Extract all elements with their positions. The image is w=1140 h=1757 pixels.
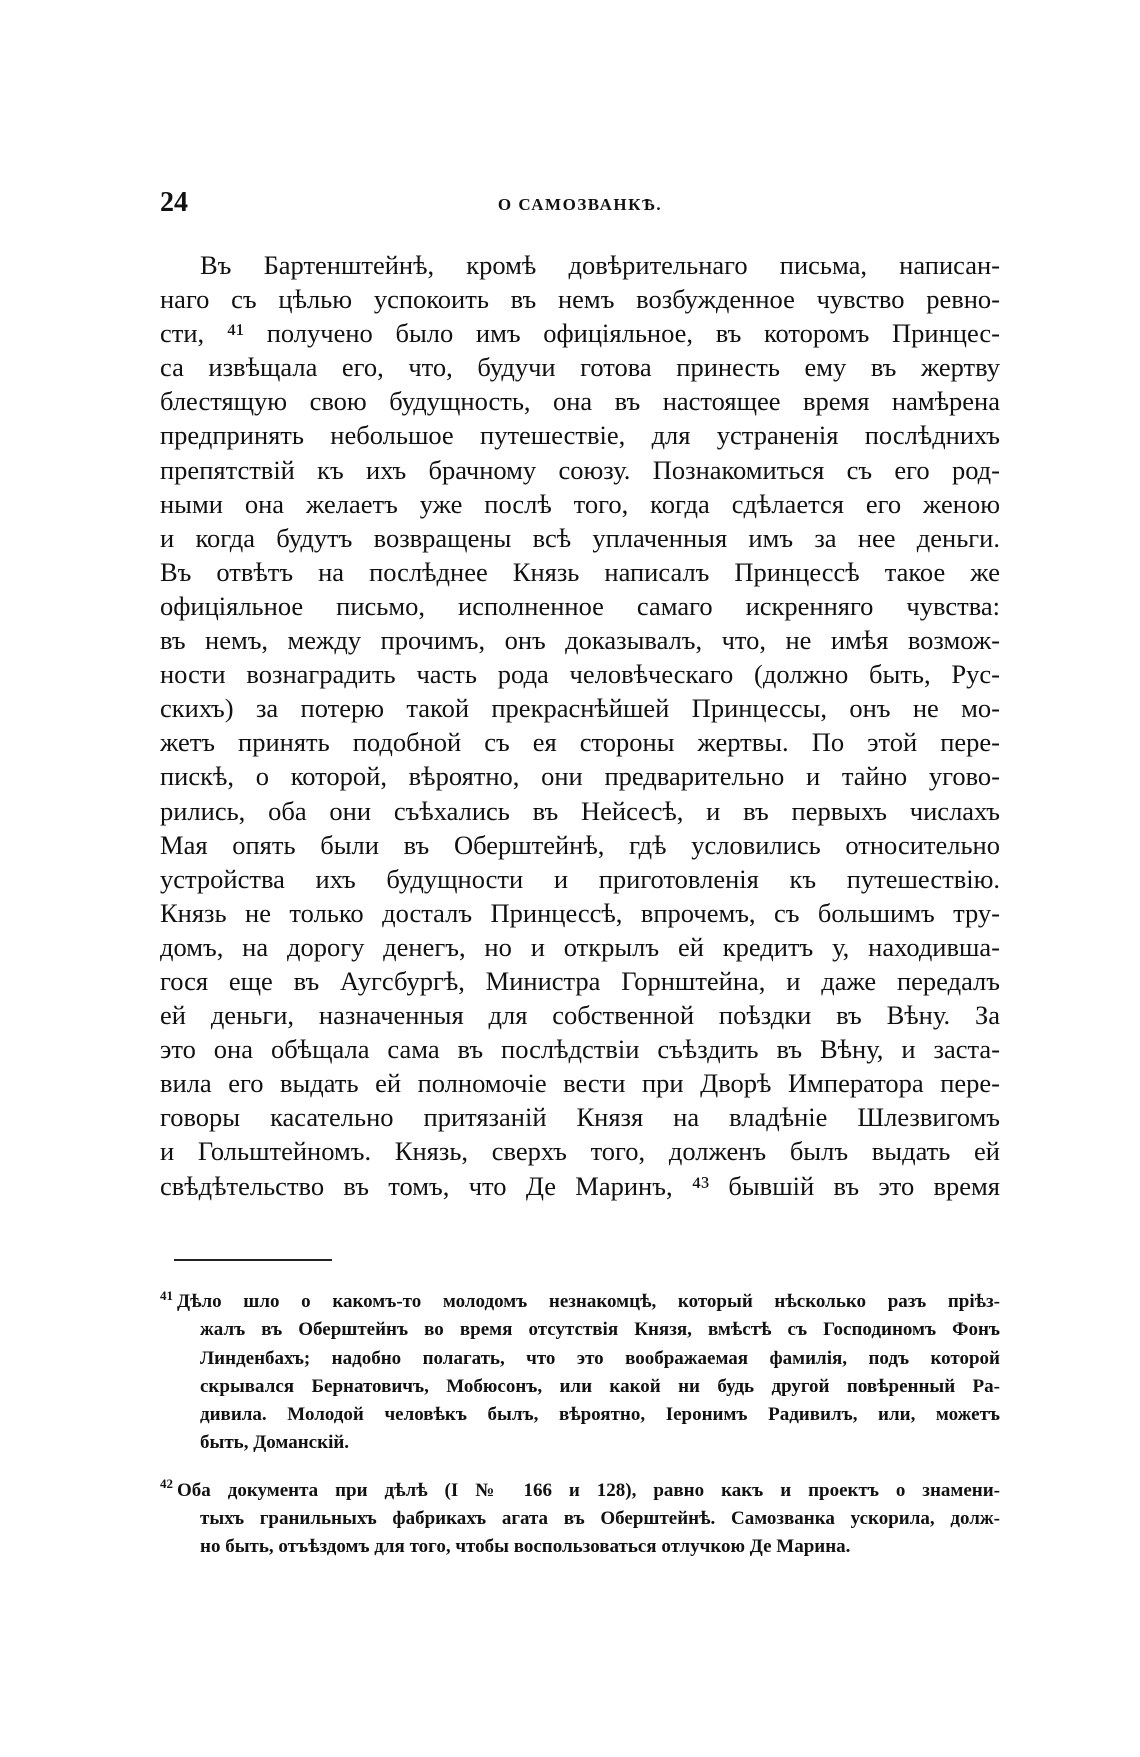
main-text bbox=[160, 248, 1000, 1203]
page-number: 24 bbox=[160, 187, 188, 218]
page-header bbox=[160, 183, 1000, 223]
text-line: Князь не только досталъ Принцессѣ, впрочемъ, съ большимъ тру- bbox=[160, 897, 1000, 928]
text-line: это она обѣщала сама въ послѣдствіи съѣздить въ Вѣну, и заста- bbox=[160, 1034, 1000, 1065]
text-line: предпринять небольшое путешествіе, для устраненія послѣднихъ bbox=[160, 420, 1000, 451]
footnotes bbox=[160, 1288, 1000, 1581]
footnote-text: Оба документа при дѣлѣ (I № 166 и 128), равно какъ и проектъ о знамени- bbox=[177, 1479, 1000, 1501]
text-line: скихъ) за потерю такой прекраснѣйшей Принцессы, онъ не мо- bbox=[160, 693, 1000, 724]
text-line: свѣдѣтельство въ томъ, что Де Маринъ, ⁴³ бывшій въ это время bbox=[160, 1170, 1000, 1201]
footnote-text: Дѣло шло о какомъ-то молодомъ незнакомцѣ, который нѣсколько разъ пріѣз- bbox=[177, 1291, 1000, 1312]
footnote-line: быть, Доманскій. bbox=[200, 1432, 350, 1454]
footnote-separator bbox=[174, 1259, 332, 1261]
text-line: офиціяльное письмо, исполненное самаго искренняго чувства: bbox=[160, 590, 1000, 621]
footnote-line: жалъ въ Оберштейнъ во время отсутствія Князя, вмѣстѣ съ Господиномъ Фонъ bbox=[200, 1319, 1000, 1341]
text-line: Въ Бартенштейнѣ, кромѣ довѣрительнаго письма, написан- bbox=[200, 250, 1000, 280]
text-line: жетъ принять подобной съ ея стороны жертвы. По этой пере- bbox=[160, 727, 1000, 758]
footnote-mark: 42 bbox=[160, 1476, 173, 1492]
text-line: домъ, на дорогу денегъ, но и открылъ ей кредитъ у, находивша- bbox=[160, 931, 1000, 962]
footnote-line: но быть, отъѣздомъ для того, чтобы воспользоваться отлучкою Де Марина. bbox=[200, 1536, 851, 1558]
text-line: и когда будутъ возвращены всѣ уплаченныя имъ за нее деньги. bbox=[160, 522, 1000, 553]
text-line: въ немъ, между прочимъ, онъ доказывалъ, что, не имѣя возмож- bbox=[160, 625, 1000, 656]
footnote bbox=[160, 1477, 1000, 1562]
footnote-first-line bbox=[160, 1288, 1000, 1316]
text-line: ей деньги, назначенныя для собственной поѣздки въ Вѣну. За bbox=[160, 1000, 1000, 1031]
text-line: гося еще въ Аугсбургѣ, Министра Горнштейна, и даже передалъ bbox=[160, 965, 1000, 996]
text-line: вила его выдать ей полномочіе вести при Дворѣ Императора пере- bbox=[160, 1068, 1000, 1099]
text-line: устройства ихъ будущности и приготовленія къ путешествію. bbox=[160, 863, 1000, 894]
text-line: Въ отвѣтъ на послѣднее Князь написалъ Принцессѣ такое же bbox=[160, 556, 1000, 587]
text-line: говоры касательно притязаній Князя на владѣніе Шлезвигомъ bbox=[160, 1102, 1000, 1133]
text-line: сти, ⁴¹ получено было имъ офиціяльное, въ которомъ Принцес- bbox=[160, 318, 1000, 349]
text-line: пискѣ, о которой, вѣроятно, они предварительно и тайно угово- bbox=[160, 761, 1000, 792]
text-line: препятствій къ ихъ брачному союзу. Познакомиться съ его род- bbox=[160, 454, 1000, 485]
footnote-line: скрывался Бернатовичъ, Мобюсонъ, или какой ни будь другой повѣренный Ра- bbox=[200, 1375, 1000, 1397]
text-line: наго съ цѣлью успокоить въ немъ возбужденное чувство ревно- bbox=[160, 284, 1000, 315]
text-line: ности вознаградить часть рода человѣческаго (должно быть, Рус- bbox=[160, 659, 1000, 690]
running-title: О САМОЗВАНКѢ. bbox=[497, 195, 663, 214]
footnote-line: тыхъ гранильныхъ фабрикахъ агата въ Оберштейнѣ. Самозванка ускорила, долж- bbox=[200, 1508, 1000, 1530]
footnote-first-line bbox=[160, 1477, 1000, 1505]
text-line: ными она желаетъ уже послѣ того, когда сдѣлается его женою bbox=[160, 488, 1000, 519]
text-line: рились, оба они съѣхались въ Нейсесѣ, и въ первыхъ числахъ bbox=[160, 795, 1000, 826]
footnote-mark: 41 bbox=[160, 1288, 173, 1303]
text-line: блестящую свою будущность, она въ настоящее время намѣрена bbox=[160, 386, 1000, 417]
footnote-line: Линденбахъ; надобно полагать, что это воображаемая фамилія, подъ которой bbox=[200, 1347, 1000, 1369]
text-line: Мая опять были въ Оберштейнѣ, гдѣ условились относительно bbox=[160, 829, 1000, 860]
footnote bbox=[160, 1288, 1000, 1458]
text-line: и Гольштейномъ. Князь, сверхъ того, долженъ былъ выдать ей bbox=[160, 1136, 1000, 1167]
footnote-line: дивила. Молодой человѣкъ былъ, вѣроятно, Іеронимъ Радивилъ, или, можетъ bbox=[200, 1404, 1000, 1426]
text-line: са извѣщала его, что, будучи готова принесть ему въ жертву bbox=[160, 352, 1000, 383]
